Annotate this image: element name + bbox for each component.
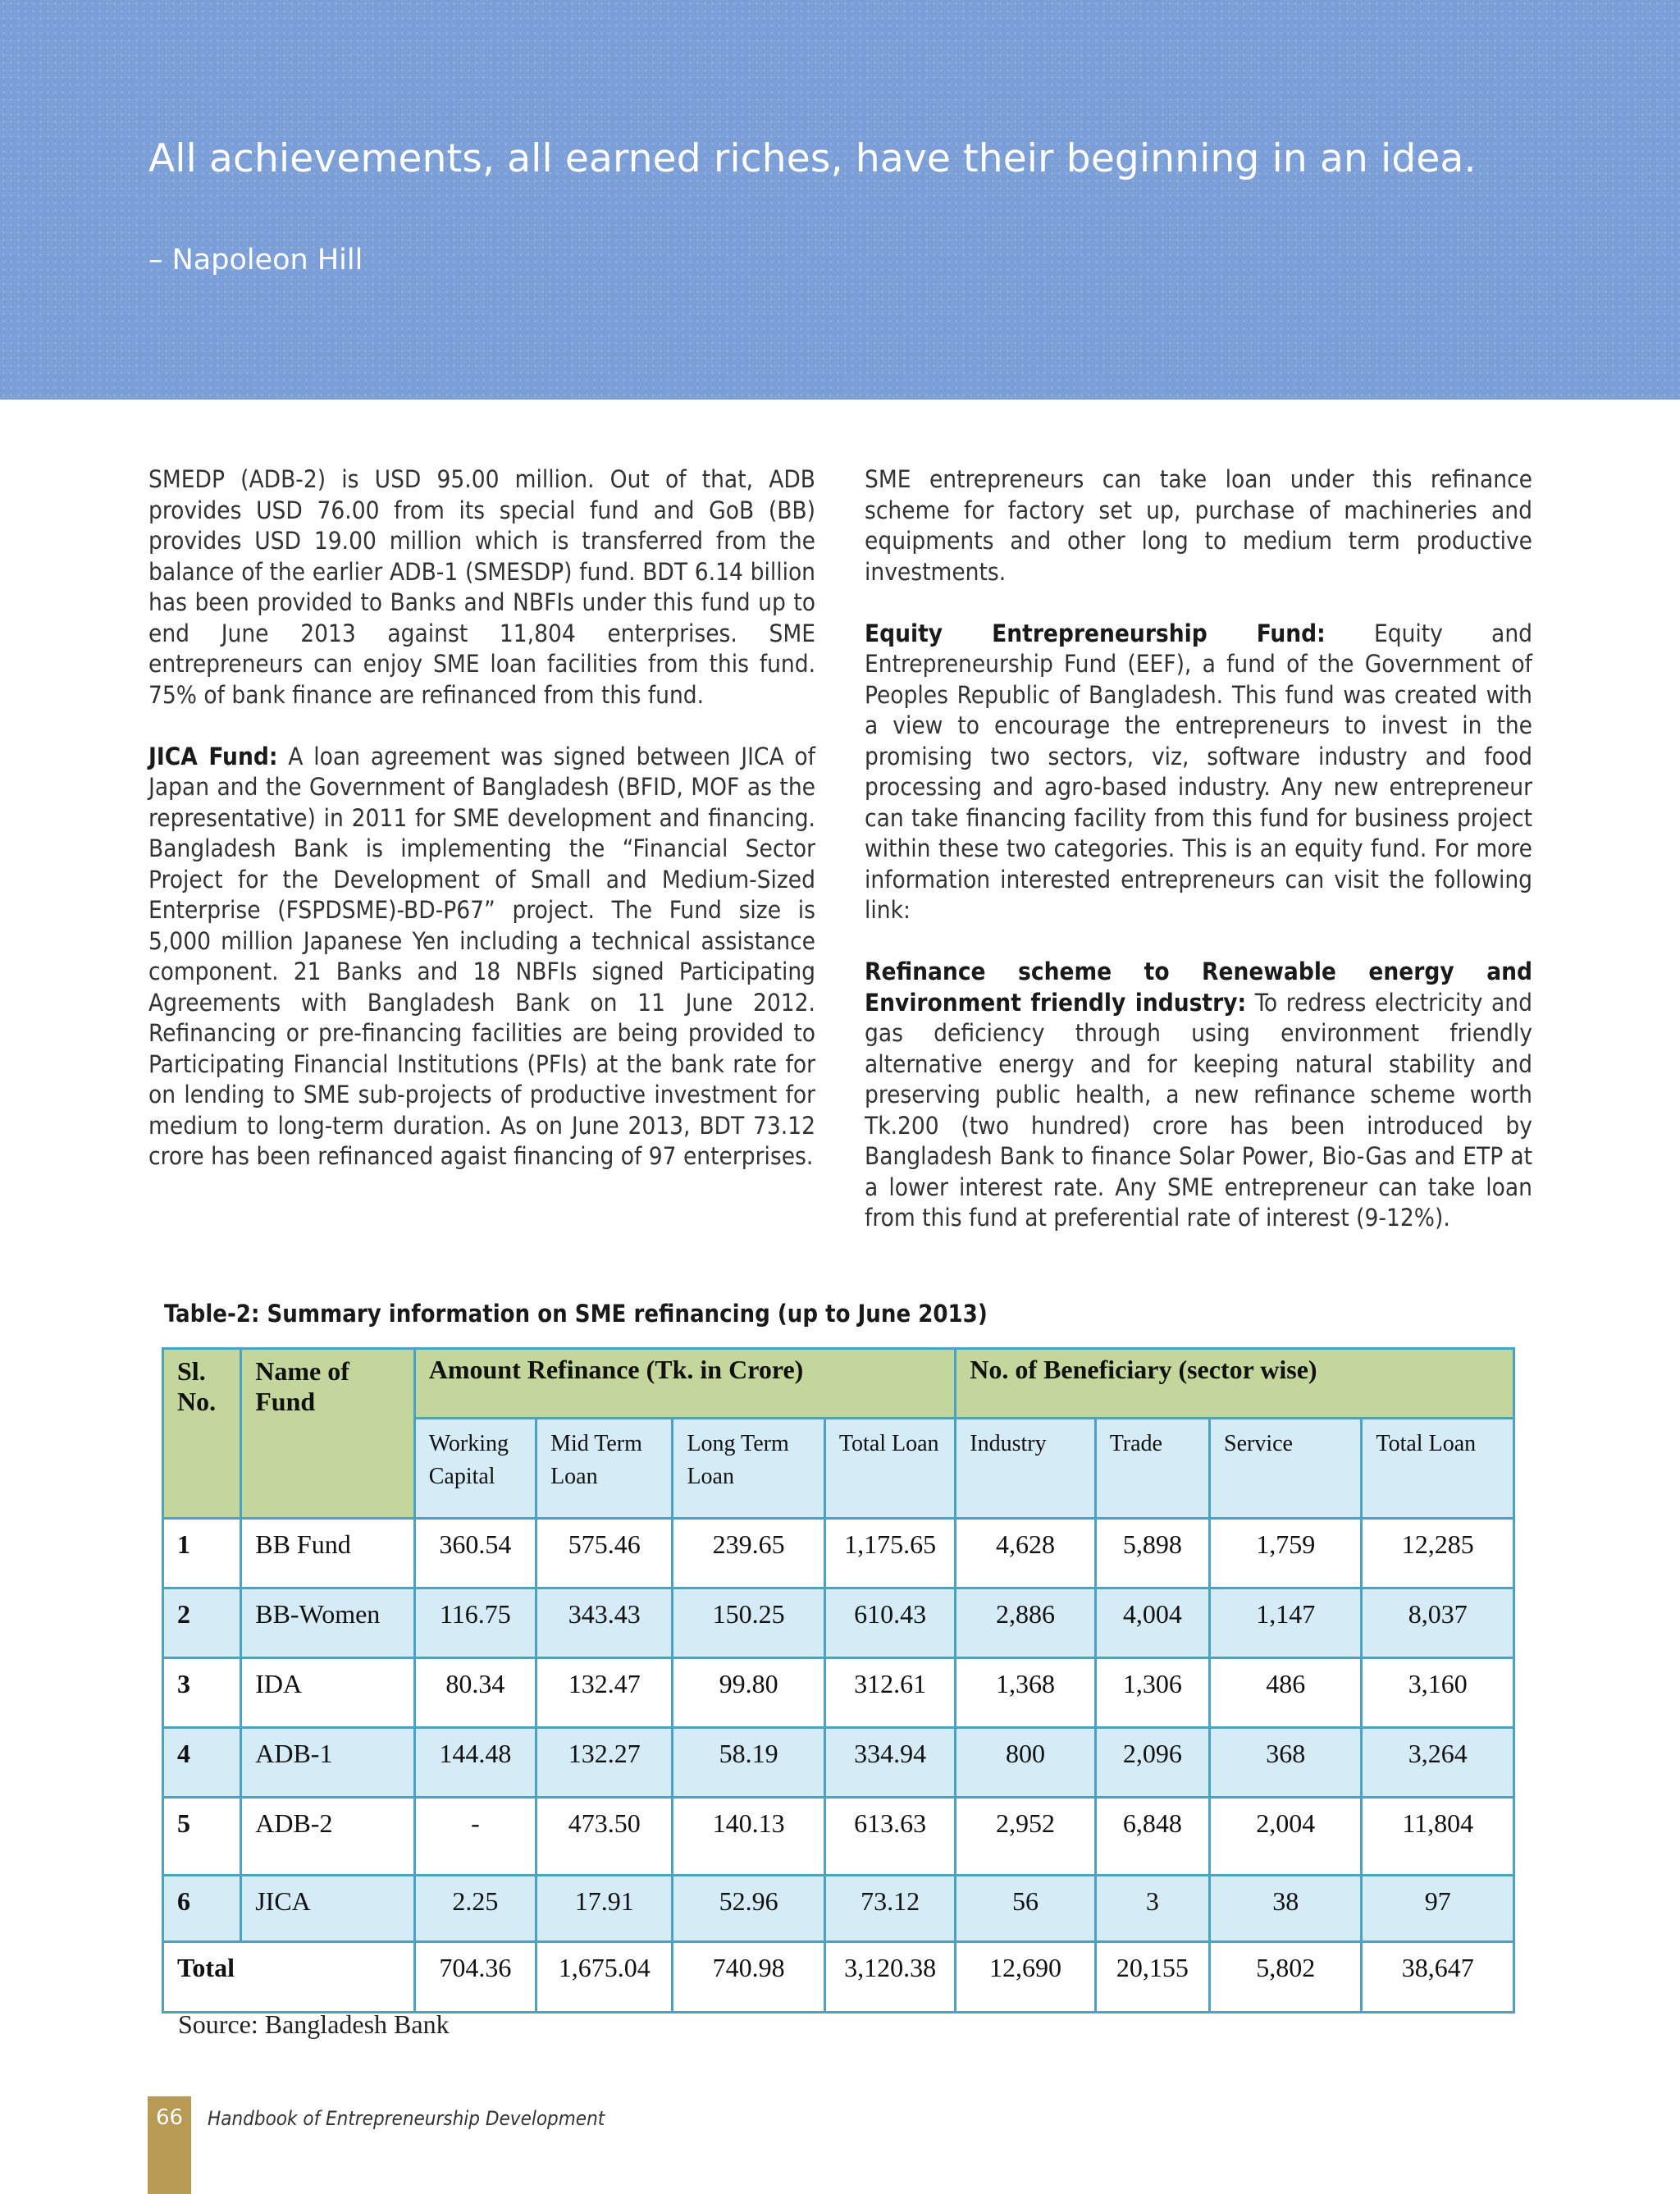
header-industry: Industry bbox=[956, 1419, 1095, 1519]
quote-banner bbox=[0, 0, 1680, 400]
header-working-capital: Working Capital bbox=[414, 1419, 536, 1519]
table-row bbox=[163, 1798, 1514, 1876]
cell-long-term: 52.96 bbox=[673, 1876, 824, 1942]
table-total-row bbox=[163, 1942, 1514, 2013]
cell-mid-term: 132.47 bbox=[536, 1658, 673, 1728]
cell-long-term: 740.98 bbox=[673, 1942, 824, 2013]
right-column bbox=[865, 464, 1532, 1264]
cell-service: 5,802 bbox=[1210, 1942, 1362, 2013]
cell-total-beneficiary: 11,804 bbox=[1362, 1798, 1514, 1876]
cell-trade: 3 bbox=[1095, 1876, 1209, 1942]
cell-fund: BB-Women bbox=[241, 1588, 415, 1658]
header-total-loan-beneficiary: Total Loan bbox=[1362, 1419, 1514, 1519]
cell-trade: 6,848 bbox=[1095, 1798, 1209, 1876]
cell-long-term: 239.65 bbox=[673, 1519, 824, 1588]
cell-working-capital: 144.48 bbox=[414, 1728, 536, 1798]
cell-service: 368 bbox=[1210, 1728, 1362, 1798]
header-sl-no: Sl. No. bbox=[163, 1349, 241, 1519]
header-beneficiary: No. of Beneficiary (sector wise) bbox=[956, 1349, 1514, 1419]
renewable-heading: Refinance scheme to Renewable energy and Environment friendly industry: bbox=[865, 958, 1532, 1017]
cell-service: 1,759 bbox=[1210, 1519, 1362, 1588]
cell-fund: IDA bbox=[241, 1658, 415, 1728]
renewable-paragraph bbox=[865, 957, 1532, 1234]
cell-mid-term: 575.46 bbox=[536, 1519, 673, 1588]
cell-working-capital: 360.54 bbox=[414, 1519, 536, 1588]
cell-industry: 1,368 bbox=[956, 1658, 1095, 1728]
cell-total-amount: 1,175.65 bbox=[824, 1519, 955, 1588]
cell-total-beneficiary: 97 bbox=[1362, 1876, 1514, 1942]
jica-heading: JICA Fund: bbox=[148, 742, 278, 770]
cell-sl: 6 bbox=[163, 1876, 241, 1942]
cell-fund: BB Fund bbox=[241, 1519, 415, 1588]
table-row bbox=[163, 1728, 1514, 1798]
cell-service: 486 bbox=[1210, 1658, 1362, 1728]
cell-total-beneficiary: 3,160 bbox=[1362, 1658, 1514, 1728]
cell-working-capital: - bbox=[414, 1798, 536, 1876]
cell-total-beneficiary: 3,264 bbox=[1362, 1728, 1514, 1798]
cell-industry: 800 bbox=[956, 1728, 1095, 1798]
table-row bbox=[163, 1519, 1514, 1588]
cell-industry: 2,952 bbox=[956, 1798, 1095, 1876]
table-caption: Table-2: Summary information on SME refinancing (up to June 2013) bbox=[164, 1300, 988, 1328]
table-row bbox=[163, 1658, 1514, 1728]
refinance-paragraph: SME entrepreneurs can take loan under this refinance scheme for factory set up, purchase of machineries and equipments and other long to medium term productive investments. bbox=[865, 465, 1532, 586]
cell-total-beneficiary: 38,647 bbox=[1362, 1942, 1514, 2013]
cell-working-capital: 2.25 bbox=[414, 1876, 536, 1942]
cell-long-term: 150.25 bbox=[673, 1588, 824, 1658]
cell-industry: 4,628 bbox=[956, 1519, 1095, 1588]
cell-trade: 5,898 bbox=[1095, 1519, 1209, 1588]
cell-total-amount: 334.94 bbox=[824, 1728, 955, 1798]
eef-text: Equity and Entrepreneurship Fund (EEF), a fund of the Government of Peoples Republic of Bangladesh. This fund was created with a view to encourage the entrepreneurs to invest in the promising two sectors, viz, software industry and food processing and agro-based industry. Any new entrepreneur can take financing facility from this fund for business project within these two categories. This is an equity fund. For more information interested entrepreneurs can visit the following link: bbox=[865, 619, 1533, 924]
cell-sl: 1 bbox=[163, 1519, 241, 1588]
jica-text: A loan agreement was signed between JICA of Japan and the Government of Bangladesh (BFID, MOF as the representative) in 2011 for SME development and financing. Bangladesh Bank is implementing the “Financial Sector Project for the Development of Small and Medium-Sized Enterprise (FSPDSME)-BD-P67” project. The Fund size is 5,000 million Japanese Yen including a technical assistance component. 21 Banks and 18 NBFIs signed Participating Agreements with Bangladesh Bank on 11 June 2012. Refinancing or pre-financing facilities are being provided to Participating Financial Institutions (PFIs) at the bank rate for on lending to SME sub-projects of productive investment for medium to long-term duration. As on June 2013, BDT 73.12 crore has been refinanced agaist financing of 97 enterprises. bbox=[148, 742, 815, 1170]
cell-trade: 4,004 bbox=[1095, 1588, 1209, 1658]
cell-sl: 4 bbox=[163, 1728, 241, 1798]
header-service: Service bbox=[1210, 1419, 1362, 1519]
cell-service: 1,147 bbox=[1210, 1588, 1362, 1658]
quote-text: All achievements, all earned riches, have their beginning in an idea. bbox=[148, 136, 1477, 181]
cell-trade: 2,096 bbox=[1095, 1728, 1209, 1798]
cell-total-amount: 613.63 bbox=[824, 1798, 955, 1876]
table-source: Source: Bangladesh Bank bbox=[178, 2009, 450, 2039]
smedp-paragraph: SMEDP (ADB-2) is USD 95.00 million. Out of that, ADB provides USD 76.00 from its special fund and GoB (BB) provides USD 19.00 million which is transferred from the balance of the earlier ADB-1 (SMESDP) fund. BDT 6.14 billion has been provided to Banks and NBFIs under this fund up to end June 2013 against 11,804 enterprises. SME entrepreneurs can enjoy SME loan facilities from this fund. 75% of bank finance are refinanced from this fund. bbox=[148, 465, 815, 709]
cell-long-term: 140.13 bbox=[673, 1798, 824, 1876]
page-number: 66 bbox=[155, 2105, 184, 2130]
cell-service: 2,004 bbox=[1210, 1798, 1362, 1876]
table-row bbox=[163, 1588, 1514, 1658]
jica-paragraph bbox=[148, 742, 815, 1172]
cell-total-amount: 610.43 bbox=[824, 1588, 955, 1658]
cell-long-term: 99.80 bbox=[673, 1658, 824, 1728]
cell-industry: 2,886 bbox=[956, 1588, 1095, 1658]
cell-sl: 5 bbox=[163, 1798, 241, 1876]
quote-author: – Napoleon Hill bbox=[148, 244, 363, 277]
header-trade: Trade bbox=[1095, 1419, 1209, 1519]
cell-working-capital: 80.34 bbox=[414, 1658, 536, 1728]
cell-sl: 2 bbox=[163, 1588, 241, 1658]
cell-service: 38 bbox=[1210, 1876, 1362, 1942]
header-amount-refinance: Amount Refinance (Tk. in Crore) bbox=[414, 1349, 956, 1419]
sme-refinancing-table bbox=[162, 1347, 1515, 2013]
cell-sl: 3 bbox=[163, 1658, 241, 1728]
renewable-text: To redress electricity and gas deficiency through using environment friendly alternative energy and for keeping natural stability and preserving public health, a new refinance scheme worth Tk.200 (two hundred) crore has been introduced by Bangladesh Bank to finance Solar Power, Bio-Gas and ETP at a lower interest rate. Any SME entrepreneur can take loan from this fund at preferential rate of interest (9-12%). bbox=[865, 988, 1532, 1232]
cell-long-term: 58.19 bbox=[673, 1728, 824, 1798]
header-long-term-loan: Long Term Loan bbox=[673, 1419, 824, 1519]
cell-working-capital: 704.36 bbox=[414, 1942, 536, 2013]
header-total-loan-amount: Total Loan bbox=[824, 1419, 955, 1519]
cell-total-amount: 3,120.38 bbox=[824, 1942, 955, 2013]
cell-mid-term: 1,675.04 bbox=[536, 1942, 673, 2013]
cell-total-amount: 312.61 bbox=[824, 1658, 955, 1728]
footer-title: Handbook of Entrepreneurship Development bbox=[208, 2107, 605, 2130]
eef-paragraph bbox=[865, 619, 1532, 926]
table-row bbox=[163, 1876, 1514, 1942]
header-name-of-fund: Name of Fund bbox=[241, 1349, 415, 1519]
cell-total-beneficiary: 8,037 bbox=[1362, 1588, 1514, 1658]
cell-fund: ADB-1 bbox=[241, 1728, 415, 1798]
cell-total-label: Total bbox=[163, 1942, 415, 2013]
eef-heading: Equity Entrepreneurship Fund: bbox=[865, 619, 1326, 647]
cell-fund: ADB-2 bbox=[241, 1798, 415, 1876]
cell-trade: 1,306 bbox=[1095, 1658, 1209, 1728]
cell-trade: 20,155 bbox=[1095, 1942, 1209, 2013]
cell-mid-term: 343.43 bbox=[536, 1588, 673, 1658]
cell-mid-term: 17.91 bbox=[536, 1876, 673, 1942]
left-column bbox=[148, 464, 815, 1203]
cell-industry: 12,690 bbox=[956, 1942, 1095, 2013]
cell-fund: JICA bbox=[241, 1876, 415, 1942]
cell-working-capital: 116.75 bbox=[414, 1588, 536, 1658]
cell-total-beneficiary: 12,285 bbox=[1362, 1519, 1514, 1588]
cell-mid-term: 132.27 bbox=[536, 1728, 673, 1798]
header-mid-term-loan: Mid Term Loan bbox=[536, 1419, 673, 1519]
cell-mid-term: 473.50 bbox=[536, 1798, 673, 1876]
cell-industry: 56 bbox=[956, 1876, 1095, 1942]
cell-total-amount: 73.12 bbox=[824, 1876, 955, 1942]
